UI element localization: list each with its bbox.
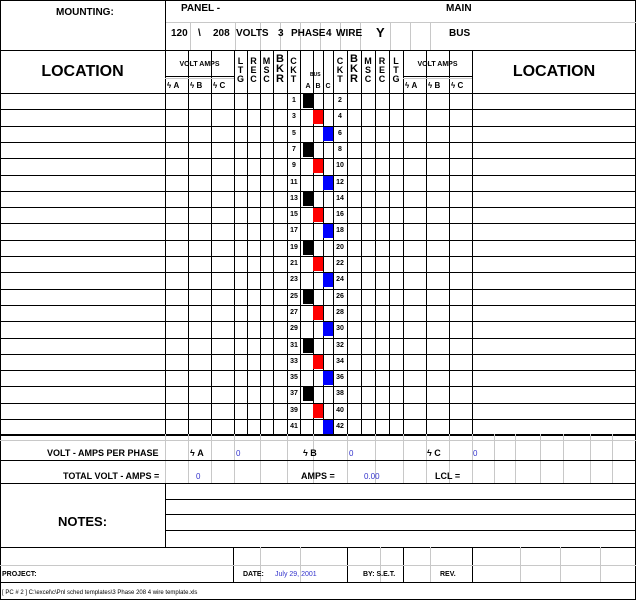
circuit-number-right: 42 <box>336 423 344 430</box>
bus-phase-a-marker <box>303 143 313 157</box>
circuit-number-left: 15 <box>290 211 298 218</box>
bus-phase-c-marker <box>323 273 333 287</box>
circuit-number-right: 18 <box>336 227 344 234</box>
lightning-icon: ϟ <box>190 448 195 458</box>
circuit-number-left: 23 <box>290 276 298 283</box>
volt-amps-left-header: VOLT AMPS <box>179 61 220 68</box>
grid-line <box>410 22 411 50</box>
main-label: MAIN <box>446 3 472 14</box>
circuit-number-right: 8 <box>338 146 342 153</box>
circuit-number-right: 36 <box>336 374 344 381</box>
circuit-number-right: 6 <box>338 130 342 137</box>
rev-label: REV. <box>440 571 456 578</box>
date-label: DATE: <box>243 571 264 578</box>
mounting-label: MOUNTING: <box>56 7 114 18</box>
grid-line <box>165 514 636 515</box>
circuit-number-right: 38 <box>336 390 344 397</box>
circuit-number-left: 27 <box>290 309 298 316</box>
location-left-header: LOCATION <box>41 63 124 80</box>
bus-phase-a-marker <box>303 387 313 401</box>
date-value: July 29, 2001 <box>275 571 317 578</box>
grid-line <box>540 434 541 483</box>
grid-line <box>0 338 636 339</box>
grid-line <box>375 50 376 434</box>
circuit-number-left: 5 <box>292 130 296 137</box>
grid-line <box>494 434 495 483</box>
total-va-value: 0 <box>196 472 201 481</box>
grid-line <box>472 434 473 483</box>
circuit-number-right: 34 <box>336 358 344 365</box>
grid-line <box>211 50 212 434</box>
circuit-number-right: 28 <box>336 309 344 316</box>
circuit-number-left: 11 <box>290 179 298 186</box>
circuit-number-right: 16 <box>336 211 344 218</box>
grid-line <box>165 76 234 77</box>
grid-line <box>165 50 166 434</box>
grid-line <box>0 50 636 51</box>
total-phase-b-value: 0 <box>349 449 354 458</box>
phase-b-left: ϟ B <box>190 81 203 90</box>
grid-line <box>472 50 473 434</box>
circuit-number-right: 20 <box>336 244 344 251</box>
grid-line <box>260 50 261 434</box>
bus-phase-c-marker <box>323 224 333 238</box>
bus-label: BUS <box>449 28 471 39</box>
grid-line <box>0 460 636 461</box>
grid-line <box>0 272 636 273</box>
by-label: BY: S.E.T. <box>363 571 396 578</box>
va-per-phase-label: VOLT - AMPS PER PHASE <box>47 448 159 458</box>
grid-line <box>247 50 248 434</box>
grid-line <box>188 434 189 483</box>
ckt-left-header: C K T <box>290 56 297 84</box>
circuit-number-left: 9 <box>292 162 296 169</box>
bus-phase-b-marker <box>313 257 323 271</box>
grid-line <box>165 530 636 531</box>
circuit-number-left: 41 <box>290 423 298 430</box>
phase-a-left: ϟ A <box>167 81 180 90</box>
grid-line <box>426 50 427 434</box>
grid-line <box>165 483 166 547</box>
bus-phase-b-marker <box>313 208 323 222</box>
circuit-number-left: 29 <box>290 325 298 332</box>
msc-right-header: M S C <box>364 56 372 84</box>
bus-phase-c-marker <box>323 420 333 434</box>
grid-line <box>590 434 591 483</box>
grid-line <box>347 50 348 434</box>
circuit-number-left: 37 <box>290 390 298 397</box>
volt1: 120 <box>171 28 188 39</box>
ckt-right-header: C K T <box>336 56 344 84</box>
circuit-number-left: 33 <box>290 358 298 365</box>
bus-phase-b-marker <box>313 159 323 173</box>
rec-right-header: R E C <box>378 56 386 84</box>
lightning-icon: ϟ <box>451 81 456 90</box>
notes-label: NOTES: <box>57 514 108 529</box>
grid-line <box>0 93 636 94</box>
amps-value: 0.00 <box>364 472 380 481</box>
lightning-icon: ϟ <box>427 448 432 458</box>
phase-label: PHASE <box>291 28 326 39</box>
total-phase-a-value: 0 <box>236 449 241 458</box>
bus-b-header: B <box>315 83 321 90</box>
grid-line <box>165 0 166 50</box>
circuit-number-left: 31 <box>290 342 298 349</box>
grid-line <box>273 50 274 434</box>
bus-phase-a-marker <box>303 192 313 206</box>
total-phase-c-value: 0 <box>473 449 478 458</box>
bus-phase-b-marker <box>313 404 323 418</box>
panel-label: PANEL - <box>181 3 221 14</box>
bus-phase-c-marker <box>323 127 333 141</box>
grid-line <box>403 434 404 483</box>
location-right-header: LOCATION <box>512 63 596 80</box>
circuit-number-right: 12 <box>336 179 344 186</box>
ltg-right-header: L T G <box>392 56 400 84</box>
ltg-left-header: L T G <box>236 56 244 84</box>
grid-line <box>403 76 472 77</box>
circuit-number-right: 40 <box>336 407 344 414</box>
grid-line <box>0 0 1 600</box>
circuit-number-left: 25 <box>290 293 298 300</box>
circuit-number-right: 2 <box>338 97 342 104</box>
circuit-number-right: 4 <box>338 113 342 120</box>
circuit-number-left: 17 <box>290 227 298 234</box>
grid-line <box>389 50 390 434</box>
volts-label: VOLTS <box>236 28 269 39</box>
volt2: 208 <box>213 28 230 39</box>
wire-number: 4 <box>326 28 332 39</box>
circuit-number-left: 1 <box>292 97 296 104</box>
bus-phase-c-marker <box>323 176 333 190</box>
bus-header: BUS <box>310 72 321 78</box>
circuit-number-right: 32 <box>336 342 344 349</box>
grid-line <box>0 483 636 484</box>
grid-line <box>403 50 404 434</box>
total-phase-a-label: ϟ A <box>190 448 204 458</box>
grid-line <box>430 22 431 50</box>
grid-line <box>234 434 235 483</box>
bus-phase-a-marker <box>303 290 313 304</box>
total-phase-b-label: ϟ B <box>303 448 317 458</box>
grid-line <box>165 499 636 500</box>
amps-label: AMPS = <box>301 471 335 481</box>
project-label: PROJECT: <box>2 571 37 578</box>
grid-line <box>211 434 212 483</box>
grid-line <box>361 50 362 434</box>
grid-line <box>0 547 636 548</box>
circuit-number-right: 26 <box>336 293 344 300</box>
bkr-left-header: B K R <box>276 53 284 85</box>
rec-left-header: R E C <box>250 56 257 84</box>
grid-line <box>188 50 189 434</box>
lcl-label: LCL = <box>435 471 461 481</box>
grid-line <box>260 434 261 483</box>
grid-line <box>287 434 288 483</box>
grid-line <box>0 321 636 322</box>
grid-line <box>190 22 191 50</box>
grid-line <box>426 434 427 483</box>
phase-c-right: ϟ C <box>451 81 464 90</box>
circuit-number-right: 10 <box>336 162 344 169</box>
circuit-number-left: 35 <box>290 374 298 381</box>
grid-line <box>0 175 636 176</box>
grid-line <box>563 434 564 483</box>
grid-line <box>403 78 472 79</box>
bus-a-header: A <box>305 83 311 90</box>
grid-line <box>0 370 636 371</box>
grid-line <box>612 434 613 483</box>
msc-left-header: M S C <box>262 56 271 84</box>
circuit-number-right: 14 <box>336 195 344 202</box>
volt-separator: \ <box>198 28 201 39</box>
bus-phase-c-marker <box>323 322 333 336</box>
volt-amps-right-header: VOLT AMPS <box>417 61 458 68</box>
grid-line <box>0 142 636 143</box>
bus-phase-a-marker <box>303 241 313 255</box>
circuit-number-right: 30 <box>336 325 344 332</box>
circuit-number-right: 22 <box>336 260 344 267</box>
grid-line <box>449 50 450 434</box>
grid-line <box>0 419 636 420</box>
grid-line <box>0 0 636 1</box>
file-path: [ PC # 2 ] C:\excel\c\Pnl sched templates\3 Phase 208 4 wire template.xls <box>2 590 198 596</box>
circuit-number-left: 39 <box>290 407 298 414</box>
lightning-icon: ϟ <box>405 81 410 90</box>
lightning-icon: ϟ <box>428 81 433 90</box>
circuit-number-left: 7 <box>292 146 296 153</box>
phase-b-right: ϟ B <box>428 81 441 90</box>
lightning-icon: ϟ <box>190 81 195 90</box>
bus-phase-a-marker <box>303 339 313 353</box>
grid-line <box>347 434 348 483</box>
bus-phase-b-marker <box>313 306 323 320</box>
grid-line <box>0 565 636 566</box>
lightning-icon: ϟ <box>213 81 218 90</box>
circuit-number-left: 3 <box>292 113 296 120</box>
grid-line <box>0 440 636 441</box>
grid-line <box>0 240 636 241</box>
grid-line <box>0 582 636 583</box>
grid-line <box>165 434 166 483</box>
circuit-number-right: 24 <box>336 276 344 283</box>
total-phase-c-label: ϟ C <box>427 448 441 458</box>
grid-line <box>390 22 391 50</box>
grid-line <box>313 50 314 434</box>
circuit-number-left: 13 <box>290 195 298 202</box>
grid-line <box>0 126 636 127</box>
bus-phase-c-marker <box>323 371 333 385</box>
lightning-icon: ϟ <box>303 448 308 458</box>
total-va-label: TOTAL VOLT - AMPS = <box>63 471 160 481</box>
config-value: Y <box>376 25 385 40</box>
phase-c-left: ϟ C <box>213 81 226 90</box>
grid-line <box>0 289 636 290</box>
grid-line <box>0 223 636 224</box>
grid-line <box>234 50 235 434</box>
grid-line <box>165 78 234 79</box>
lightning-icon: ϟ <box>167 81 172 90</box>
bus-phase-b-marker <box>313 110 323 124</box>
circuit-number-left: 21 <box>290 260 298 267</box>
bus-c-header: C <box>325 83 331 90</box>
wire-label: WIRE <box>336 28 363 39</box>
bus-phase-a-marker <box>303 94 313 108</box>
phase-a-right: ϟ A <box>405 81 418 90</box>
bkr-right-header: B K R <box>350 53 358 85</box>
grid-line <box>0 191 636 192</box>
grid-line <box>515 434 516 483</box>
circuit-number-left: 19 <box>290 244 298 251</box>
phase-number: 3 <box>278 28 284 39</box>
bus-phase-b-marker <box>313 355 323 369</box>
grid-line <box>0 386 636 387</box>
